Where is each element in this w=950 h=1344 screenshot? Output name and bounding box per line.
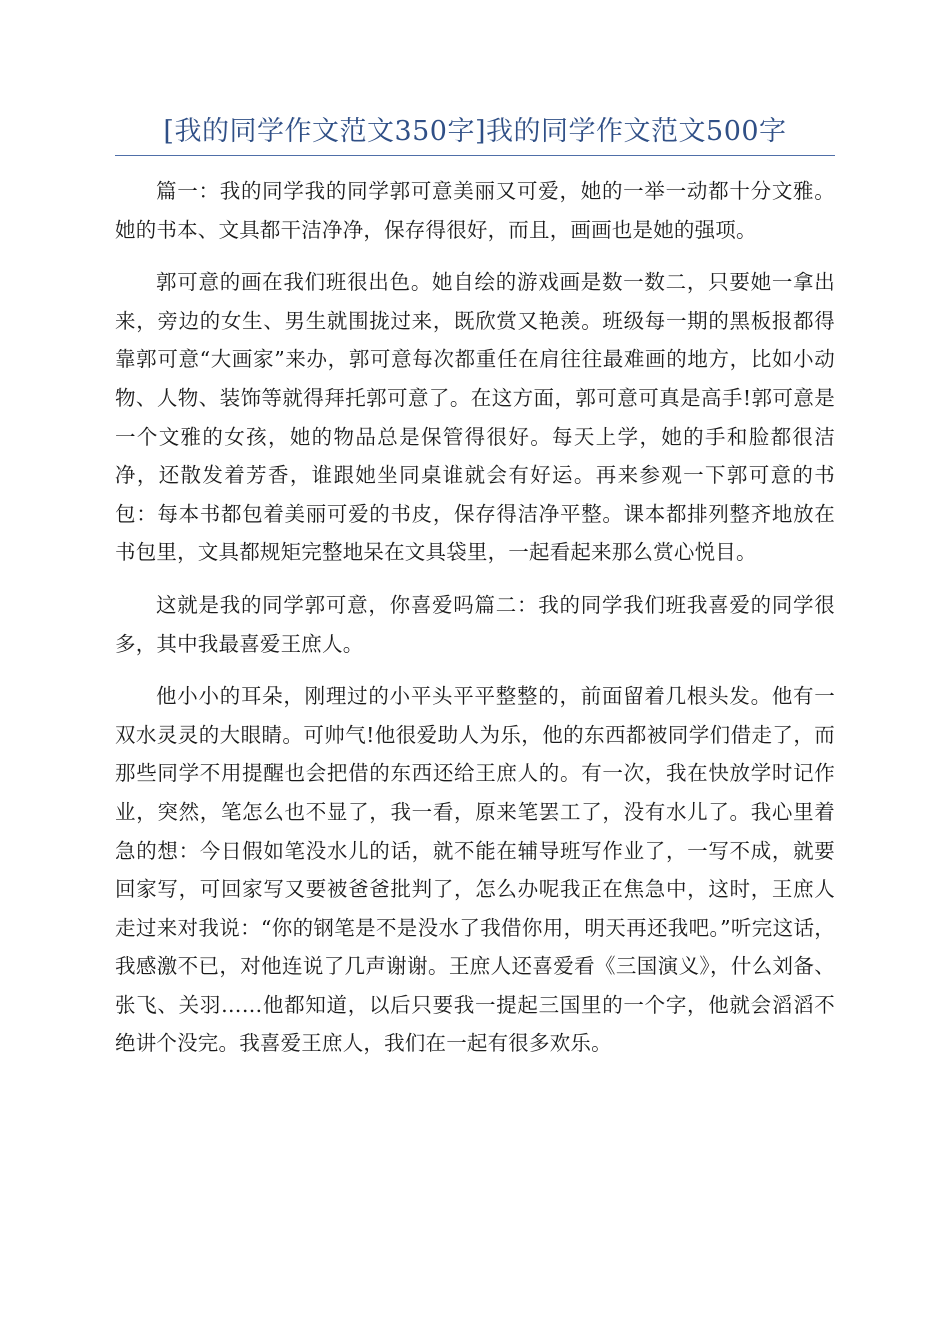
paragraph-1: 篇一：我的同学我的同学郭可意美丽又可爱，她的一举一动都十分文雅。她的书本、文具都干洁净净，保存得很好，而且，画画也是她的强项。	[115, 179, 835, 242]
paragraph-3: 这就是我的同学郭可意，你喜爱吗篇二：我的同学我们班我喜爱的同学很多，其中我最喜爱王庶人。	[115, 592, 835, 656]
document-body	[115, 172, 835, 1077]
title-block	[115, 112, 835, 156]
paragraph-2: 郭可意的画在我们班很出色。她自绘的游戏画是数一数二，只要她一拿出来，旁边的女生、男生就围拢过来，既欣赏又艳羡。班级每一期的黑板报都得靠郭可意“大画家”来办，郭可意每次都重任在肩往往最难画的地方，比如小动物、人物、装饰等就得拜托郭可意了。在这方面，郭可意可真是高手!郭可意是一个文雅的女孩，她的物品总是保管得很好。每天上学，她的手和脸都很洁净，还散发着芳香，谁跟她坐同桌谁就会有好运。再来参观一下郭可意的书包：每本书都包着美丽可爱的书皮，保存得洁净平整。课本都排列整齐地放在书包里，文具都规矩完整地呆在文具袋里，一起看起来那么赏心悦目。	[115, 270, 835, 565]
document-title: [我的同学作文范文350字]我的同学作文范文500字	[163, 116, 787, 147]
paragraph-4: 他小小的耳朵，刚理过的小平头平平整整的，前面留着几根头发。他有一双水灵灵的大眼睛。可帅气!他很爱助人为乐，他的东西都被同学们借走了，而那些同学不用提醒也会把借的东西还给王庶人的。有一次，我在快放学时记作业，突然，笔怎么也不显了，我一看，原来笔罢工了，没有水儿了。我心里着急的想：今日假如笔没水儿的话，就不能在辅导班写作业了，一写不成，就要回家写，可回家写又要被爸爸批判了，怎么办呢我正在焦急中，这时，王庶人走过来对我说：“你的钢笔是不是没水了我借你用，明天再还我吧。”听完这话，我感激不已，对他连说了几声谢谢。王庶人还喜爱看《三国演义》，什么刘备、张飞、关羽……他都知道，以后只要我一提起三国里的一个字，他就会滔滔不绝讲个没完。我喜爱王庶人，我们在一起有很多欢乐。	[115, 684, 835, 1056]
